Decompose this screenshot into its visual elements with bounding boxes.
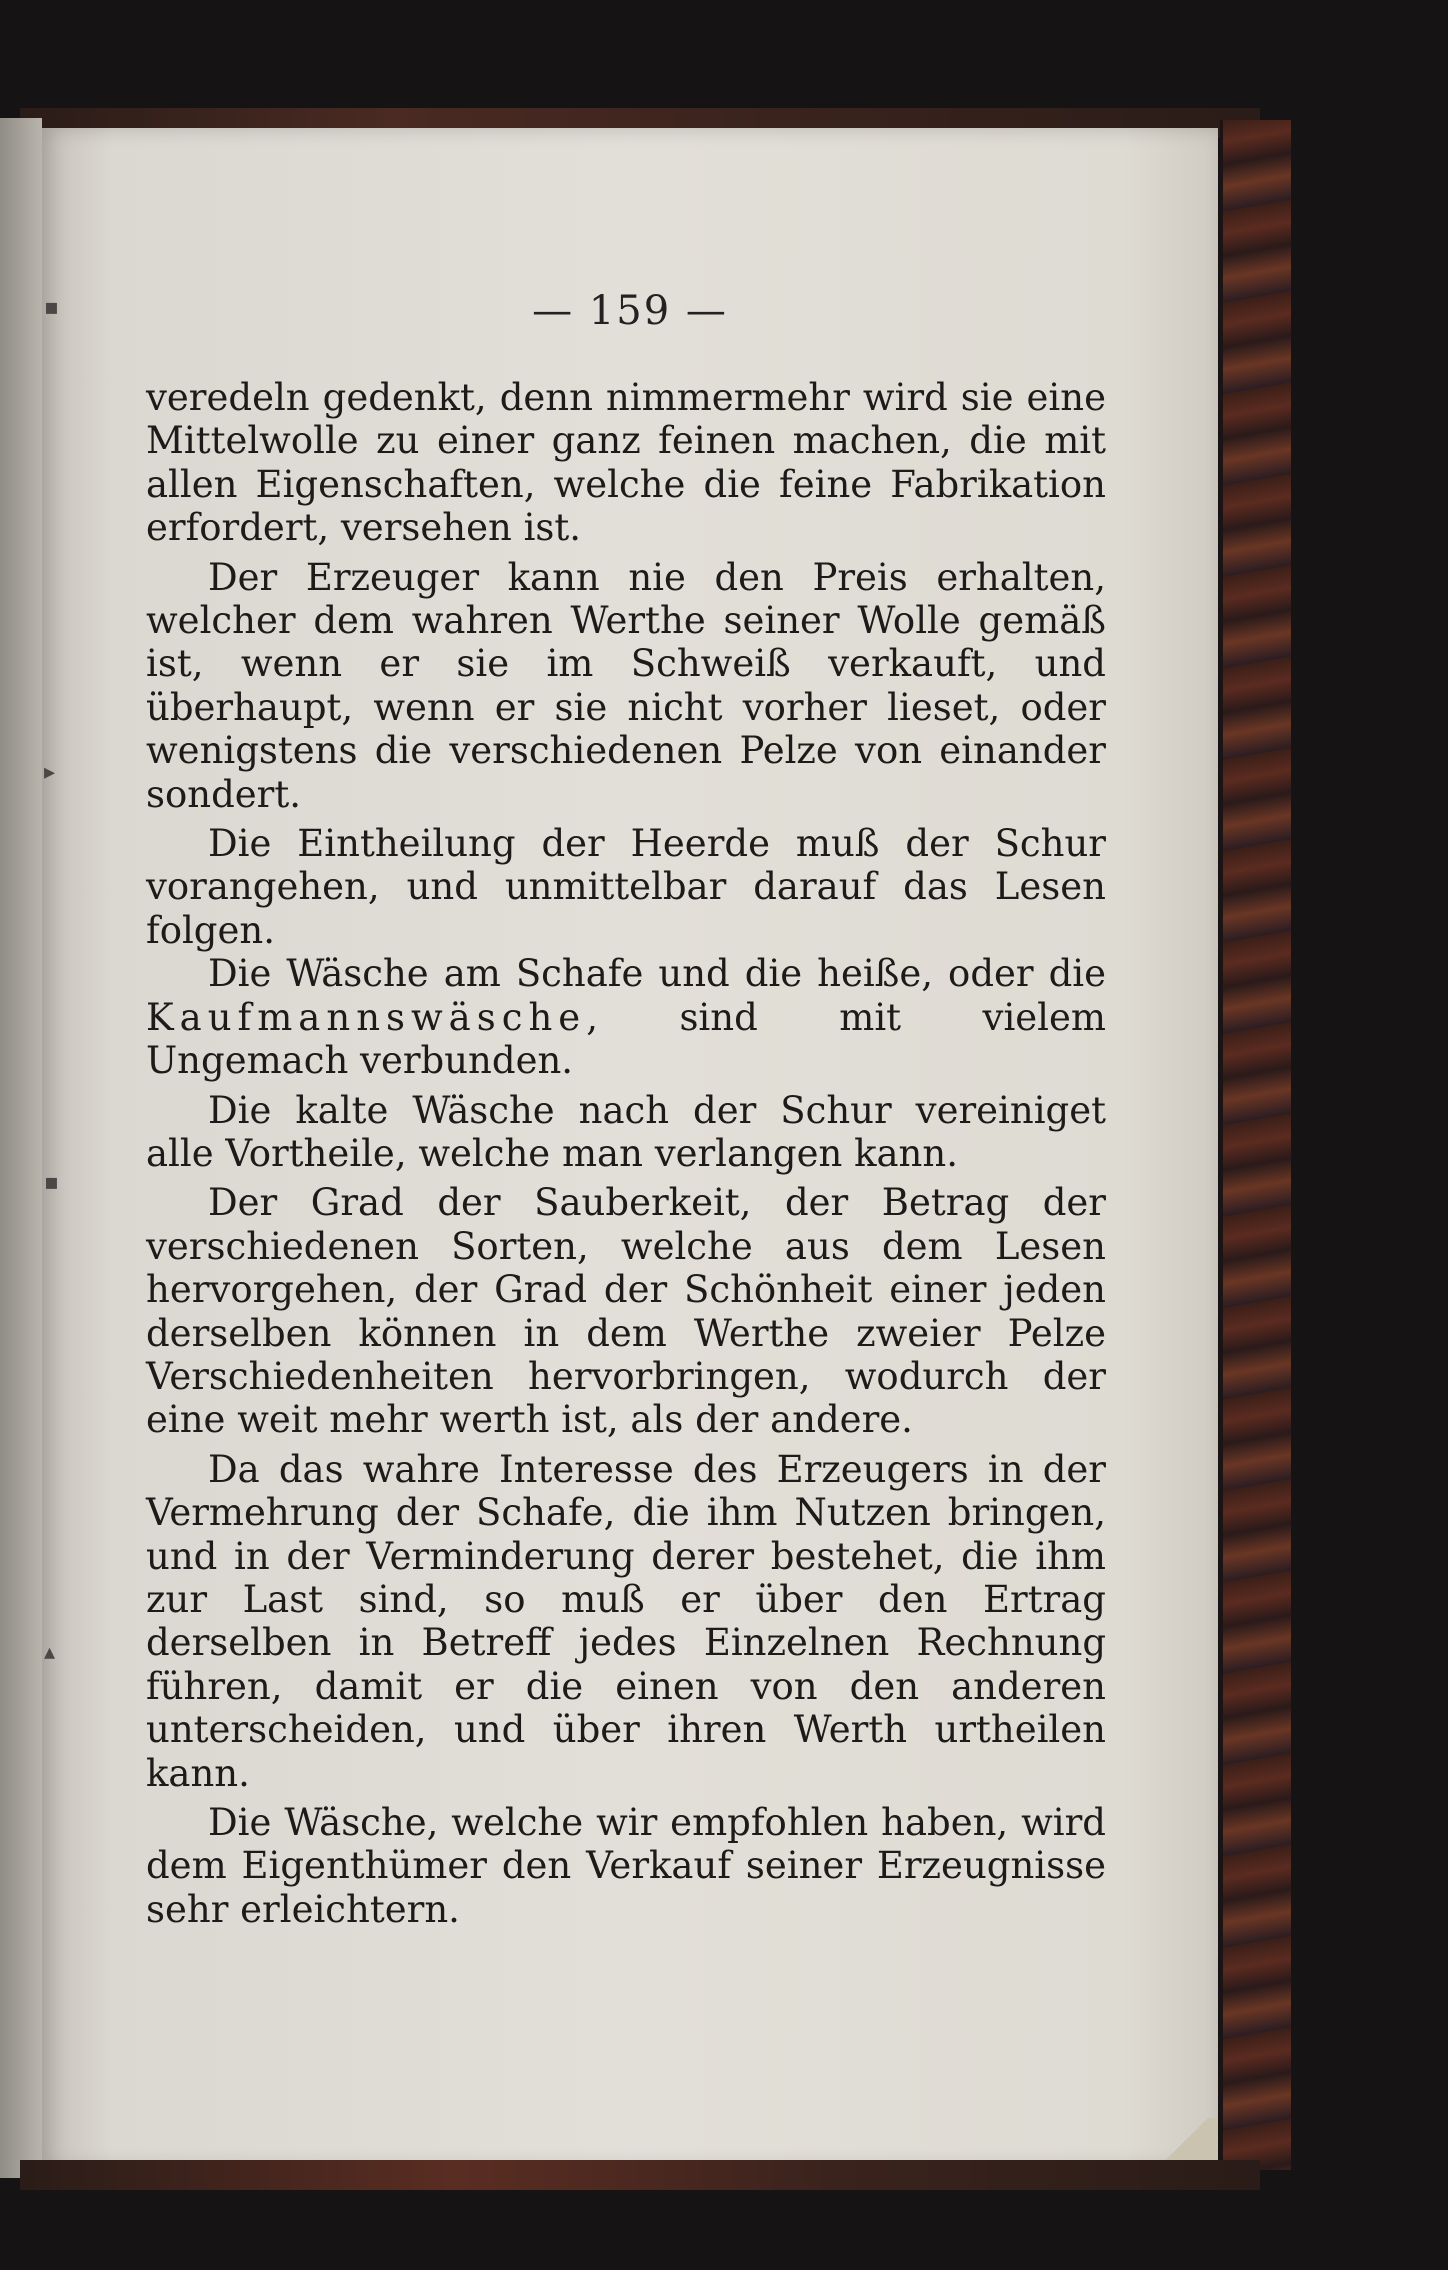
paragraph-2: Der Erzeuger kann nie den Preis erhalten, welcher dem wahren Werthe seiner Wolle gemäß ist, wenn er sie im Schweiß verkauft, und überhaupt, wenn er sie nicht vorher lieset, oder wenigstens die verschiedenen Pelze von einander sondert. [146,555,1106,816]
paragraph-6: Der Grad der Sauberkeit, der Betrag der verschiedenen Sorten, welche aus dem Lesen hervorgehen, der Grad der Schönheit einer jeden derselben können in dem Werthe zweier Pelze Verschiedenheiten hervorbringen, wodurch der eine weit mehr werth ist, als der andere. [146,1181,1106,1442]
paragraph-7: Da das wahre Interesse des Erzeugers in der Vermehrung der Schafe, die ihm Nutzen bringen, und in der Verminderung derer bestehet, die ihm zur Last sind, so muß er über den Ertrag derselben in Betreff jedes Einzelnen Rechnung führen, damit er die einen von den anderen unterscheiden, und über ihren Werth urtheilen kann. [146,1447,1106,1795]
margin-mark: ▪ [44,295,59,320]
paragraph-5: Die kalte Wäsche nach der Schur vereiniget alle Vortheile, welche man verlangen kann. [146,1088,1106,1175]
paragraph-4 [146,952,1106,1082]
paragraph-4-emphasis: Kaufmannswäsche [146,995,587,1039]
page-number: — 159 — [532,288,728,334]
paragraph-4-start: Die Wäsche am Schafe und die heiße, oder die [208,952,1106,996]
paragraph-3: Die Eintheilung der Heerde muß der Schur vorangehen, und unmittelbar darauf das Lesen folgen. [146,822,1106,952]
paragraph-1: veredeln gedenkt, denn nimmermehr wird sie eine Mittelwolle zu einer ganz feinen machen, die mit allen Eigenschaften, welche die feine Fabrikation erfordert, versehen ist. [146,376,1106,550]
margin-mark: ▴ [44,1640,56,1665]
book-binding-bottom [20,2160,1260,2190]
paragraph-8: Die Wäsche, welche wir empfohlen haben, wird dem Eigenthümer den Verkauf seiner Erzeugnisse sehr erleichtern. [146,1801,1106,1931]
margin-mark: ▸ [44,760,56,785]
margin-mark: ▪ [44,1170,59,1195]
book-cover-edge [1220,120,1291,2170]
paragraph-4-end: , sind mit vielem Ungemach verbunden. [146,995,1106,1083]
page-text [146,376,1106,1937]
book-page [42,128,1218,2168]
facing-page-edge [0,118,42,2178]
